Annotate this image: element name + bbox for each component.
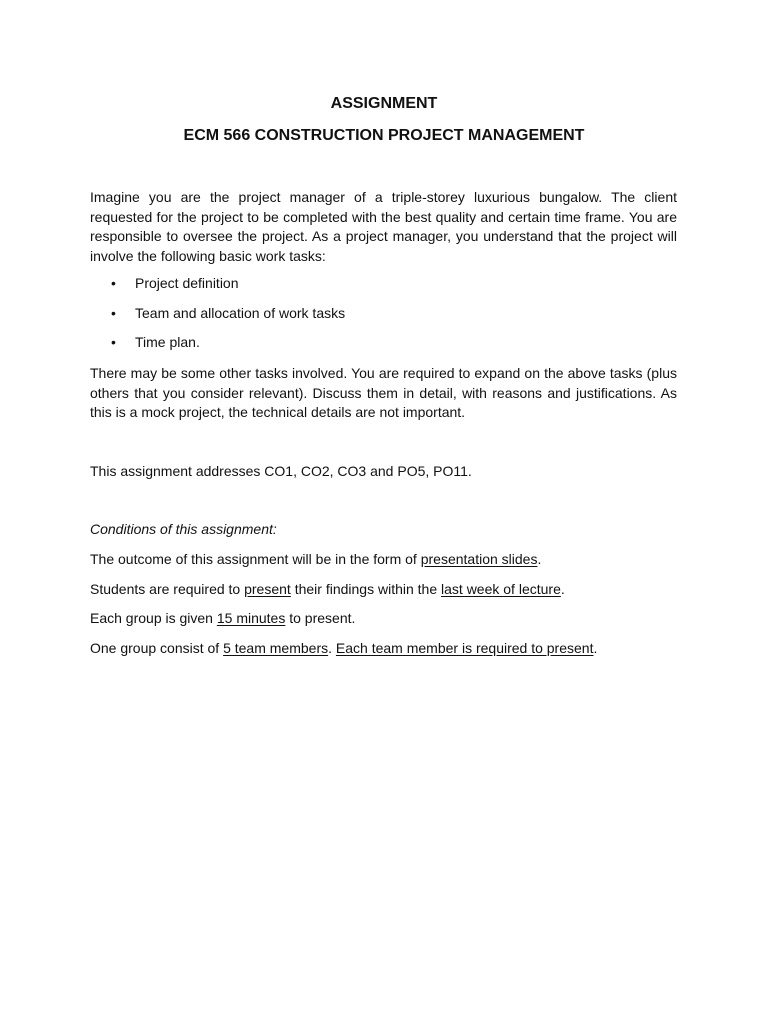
list-item	[90, 333, 677, 363]
task-list	[90, 274, 677, 363]
list-item	[90, 274, 677, 304]
task-label: Team and allocation of work tasks	[135, 304, 346, 321]
condition-text: .	[537, 551, 542, 567]
condition-text: their findings within the	[290, 581, 442, 597]
underlined-text: present	[244, 581, 291, 597]
condition-duration	[90, 609, 677, 629]
underlined-text: presentation slides	[420, 551, 538, 567]
underlined-text: 15 minutes	[216, 610, 286, 626]
intro-paragraph: Imagine you are the project manager of a triple-storey luxurious bungalow. The client requested for the project to be completed with the best quality and certain time frame. You are responsible to oversee the project. As a project manager, you understand that the project will involve the following basic work tasks:	[90, 189, 677, 264]
underlined-text: Each team member is required to present	[335, 640, 594, 656]
bullet-icon: •	[111, 304, 116, 321]
condition-text: Each group is given	[90, 610, 217, 626]
condition-text: Students are required to	[90, 581, 245, 597]
condition-group-size	[90, 639, 677, 659]
underlined-text: 5 team members	[223, 640, 329, 656]
list-item	[90, 304, 677, 334]
additional-tasks-paragraph: There may be some other tasks involved. You are required to expand on the above tasks (plus others that you consider relevant). Discuss them in detail, with reasons and justifications. As this is a mock project, the technical details are not important.	[90, 365, 677, 420]
conditions-heading: Conditions of this assignment:	[90, 521, 277, 537]
task-label: Project definition	[135, 275, 239, 291]
condition-text: .	[328, 640, 336, 656]
document-title: ASSIGNMENT	[330, 95, 438, 112]
outcomes-statement: This assignment addresses CO1, CO2, CO3 and PO5, PO11.	[90, 463, 472, 479]
condition-text: One group consist of	[90, 640, 224, 656]
course-title: ECM 566 CONSTRUCTION PROJECT MANAGEMENT	[183, 127, 585, 144]
condition-text: .	[560, 581, 565, 597]
condition-text: .	[593, 640, 598, 656]
condition-timing	[90, 580, 677, 600]
bullet-icon: •	[111, 334, 116, 350]
condition-text: to present.	[285, 610, 356, 626]
underlined-text: last week of lecture	[441, 581, 561, 597]
condition-format	[90, 550, 677, 570]
bullet-icon: •	[111, 275, 116, 291]
task-label: Time plan.	[135, 334, 200, 350]
condition-text: The outcome of this assignment will be in the form of	[90, 551, 421, 567]
